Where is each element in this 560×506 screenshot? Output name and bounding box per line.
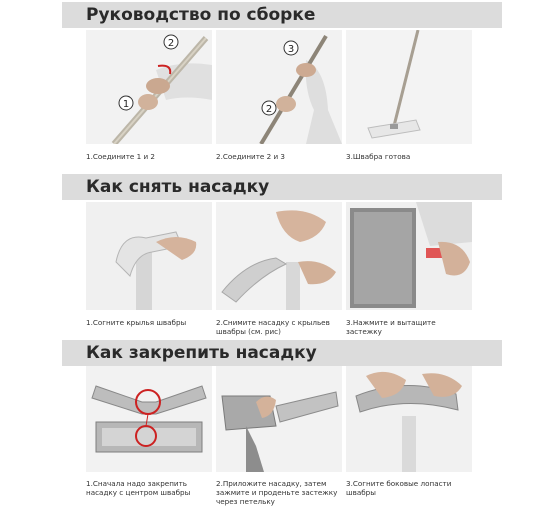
caption-assembly-2: 2.Соедините 2 и 3 xyxy=(216,152,285,161)
assembly-step-2-illustration xyxy=(216,30,342,144)
photo-attach-step-1 xyxy=(86,366,212,472)
photo-attach-step-2 xyxy=(216,366,342,472)
photo-remove-step-3 xyxy=(346,202,472,310)
remove-step-2-illustration xyxy=(216,202,342,310)
caption-assembly-3: 3.Швабра готова xyxy=(346,152,411,161)
photo-assembly-step-2 xyxy=(216,30,342,144)
section-title-remove-pad: Как снять насадку xyxy=(62,174,502,200)
photo-assembly-step-1 xyxy=(86,30,212,144)
caption-attach-1: 1.Сначала надо закрепить насадку с центром швабры xyxy=(86,479,191,497)
caption-remove-3: 3.Нажмите и вытащите застежку xyxy=(346,318,436,336)
attach-step-3-illustration xyxy=(346,366,472,472)
section-title-assembly: Руководство по сборке xyxy=(62,2,502,28)
marker-2: 2 xyxy=(167,38,175,49)
remove-step-3-illustration xyxy=(346,202,472,310)
assembly-step-1-illustration xyxy=(86,30,212,144)
caption-attach-3: 3.Согните боковые лопасти швабры xyxy=(346,479,452,497)
photo-remove-step-2 xyxy=(216,202,342,310)
section-title-attach-pad: Как закрепить насадку xyxy=(62,340,502,366)
photo-assembly-step-3 xyxy=(346,30,472,144)
remove-step-1-illustration xyxy=(86,202,212,310)
assembly-step-3-illustration xyxy=(346,30,472,144)
caption-attach-2: 2.Приложите насадку, затем зажмите и проденьте застежку через петельку xyxy=(216,479,338,506)
caption-remove-2: 2.Снимите насадку с крыльев швабры (см. рис) xyxy=(216,318,330,336)
photo-attach-step-3 xyxy=(346,366,472,472)
attach-step-1-illustration xyxy=(86,366,212,472)
marker-2b: 2 xyxy=(265,104,273,115)
attach-step-2-illustration xyxy=(216,366,342,472)
caption-remove-1: 1.Согните крылья швабры xyxy=(86,318,187,327)
marker-3: 3 xyxy=(287,44,295,55)
caption-assembly-1: 1.Соедините 1 и 2 xyxy=(86,152,155,161)
photo-remove-step-1 xyxy=(86,202,212,310)
marker-1: 1 xyxy=(122,99,130,110)
